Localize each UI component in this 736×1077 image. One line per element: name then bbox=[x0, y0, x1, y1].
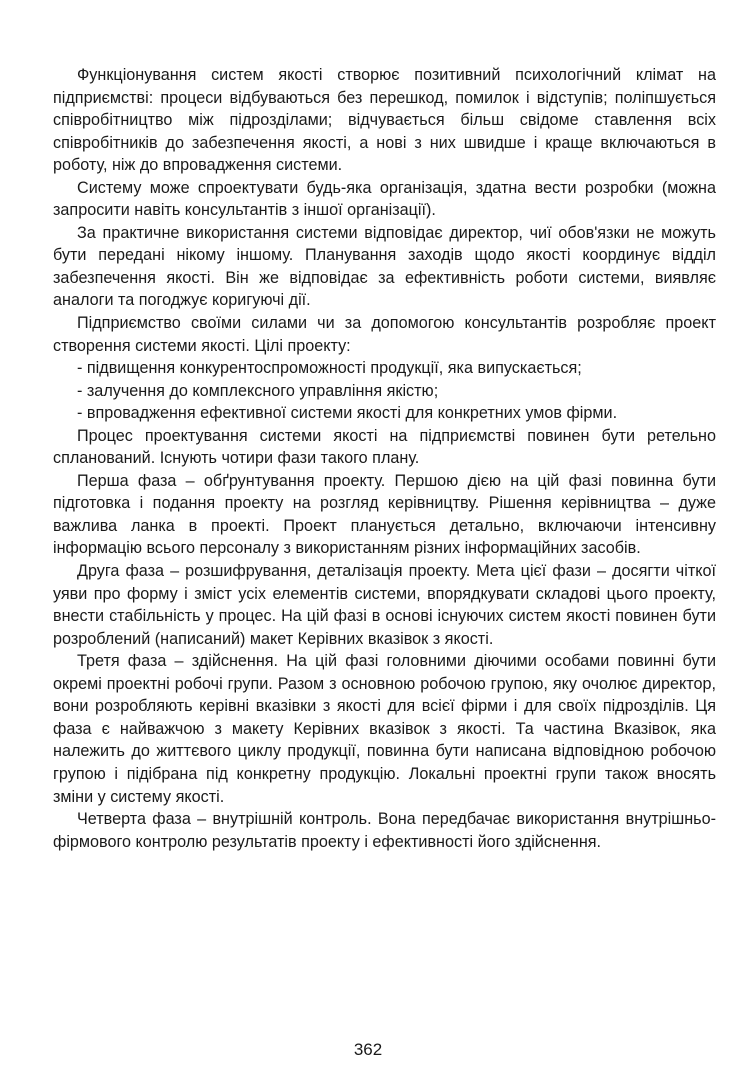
paragraph-four-phases: Процес проектування системи якості на підприємстві повинен бути ретельно спланований. Існують чотири фази такого плану. bbox=[53, 426, 716, 468]
goal-item-quality-management: - залучення до комплексного управління якістю; bbox=[77, 381, 439, 400]
paragraph-phase-three: Третя фаза – здійснення. На цій фазі головними діючими особами повинні бути окремі проектні робочі групи. Разом з основною робочою групою, яку очолює директор, вони розробляють керівні вказівки з якості для всієї фірми і для своїх підрозділів. Ця фаза є найважчою з макету Керівних вказівок з якості. Та частина Вказівок, яка належить до життєвого циклу продукції, повинна бути написана відповідною робочою групою і підібрана під конкретну продукцію. Локальні проектні групи також вносять зміни у систему якості. bbox=[53, 652, 716, 806]
paragraph-quality-climate: Функціонування систем якості створює позитивний психологічний клімат на підприємстві: процеси відбуваються без перешкод, помилок і відступів; поліпшується співробітництво між підрозділами; відчувається більш свідоме ставлення всіх співробітників до забезпечення якості, а нові з них швидше і краще включаються в роботу, ніж до впровадження системи. bbox=[53, 66, 716, 175]
paragraph-phase-one: Перша фаза – обґрунтування проекту. Першою дією на цій фазі повинна бути підготовка і подання проекту на розгляд керівництву. Рішення керівництва – дуже важлива ланка в проекті. Проект планується детально, включаючи інтенсивну інформацію всього персоналу з використанням різних інформаційних засобів. bbox=[53, 471, 716, 558]
page-number: 362 bbox=[353, 1040, 383, 1059]
body-text bbox=[53, 64, 716, 853]
goal-item-competitiveness: - підвищення конкурентоспроможності продукції, яка випускається; bbox=[77, 359, 582, 378]
paragraph-phase-four: Четверта фаза – внутрішній контроль. Вона передбачає використання внутрішньо-фірмового контролю результатів проекту і ефективності його здійснення. bbox=[53, 810, 716, 851]
goal-item-effective-system: - впровадження ефективної системи якості для конкретних умов фірми. bbox=[77, 404, 618, 423]
paragraph-phase-two: Друга фаза – розшифрування, деталізація проекту. Мета цієї фази – досягти чіткої уяви про форму і зміст усіх елементів системи, впорядкувати складові цього проекту, внести стабільність у процес. На цій фазі в основі існуючих систем якості повинен бути розроблений (написаний) макет Керівних вказівок з якості. bbox=[53, 562, 716, 648]
paragraph-director-responsibility: За практичне використання системи відповідає директор, чиї обов'язки не можуть бути передані нікому іншому. Планування заходів щодо якості координує відділ забезпечення якості. Він же відповідає за ефективність роботи системи, виявляє аналоги та погоджує коригуючі дії. bbox=[53, 223, 716, 310]
paragraph-who-can-design: Систему може спроектувати будь-яка організація, здатна вести розробки (можна запросити навіть консультантів з іншої організації). bbox=[53, 178, 716, 220]
paragraph-project-goals-intro: Підприємство своїми силами чи за допомогою консультантів розробляє проект створення системи якості. Цілі проекту: bbox=[53, 314, 716, 355]
